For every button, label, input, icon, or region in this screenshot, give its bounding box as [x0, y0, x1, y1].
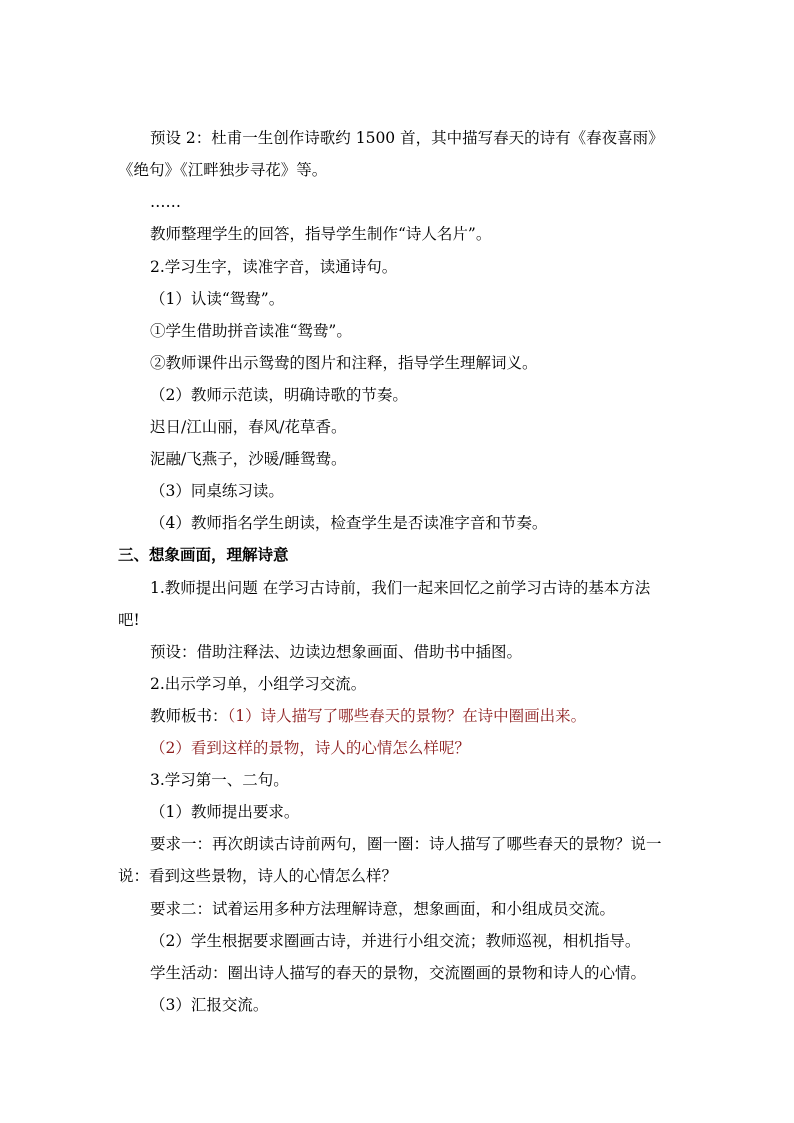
paragraph: 预设 2：杜甫一生创作诗歌约 1500 首，其中描写春天的诗有《春夜喜雨》 [150, 129, 664, 147]
paragraph: 《绝句》《江畔独步寻花》等。 [118, 161, 328, 179]
paragraph: （1）教师提出要求。 [150, 803, 300, 821]
paragraph: 吧! [118, 611, 140, 629]
board-question: （1）诗人描写了哪些春天的景物？在诗中圈画出来。 [227, 707, 587, 725]
paragraph: 预设：借助注释法、边读边想象画面、借助书中插图。 [150, 643, 523, 661]
board-question: （2）看到这样的景物，诗人的心情怎么样呢？ [150, 739, 470, 757]
paragraph: 学生活动：圈出诗人描写的春天的景物，交流圈画的景物和诗人的心情。 [150, 964, 647, 982]
paragraph: （2）教师示范读，明确诗歌的节奏。 [150, 386, 408, 404]
paragraph: 3.学习第一、二句。 [150, 771, 289, 789]
paragraph: ②教师课件出示鸳鸯的图片和注释，指导学生理解词义。 [150, 354, 538, 372]
paragraph: 教师整理学生的回答，指导学生制作“诗人名片”。 [150, 225, 492, 243]
poem-line: 迟日/江山丽，春风/花草香。 [150, 418, 347, 436]
paragraph: 要求二：试着运用多种方法理解诗意，想象画面，和小组成员交流。 [150, 900, 616, 918]
board-label: 教师板书： [150, 707, 228, 725]
paragraph: …… [150, 193, 181, 211]
paragraph: （3）汇报交流。 [150, 996, 269, 1014]
poem-line: 泥融/飞燕子，沙暖/睡鸳鸯。 [150, 450, 347, 468]
paragraph: （3）同桌练习读。 [150, 482, 284, 500]
paragraph: 1.教师提出问题 在学习古诗前，我们一起来回忆之前学习古诗的基本方法 [150, 579, 651, 597]
paragraph: 要求一：再次朗读古诗前两句，圈一圈：诗人描写了哪些春天的景物？说一 [150, 835, 662, 853]
paragraph: 2.出示学习单，小组学习交流。 [150, 675, 367, 693]
paragraph: ①学生借助拼音读准“鸳鸯”。 [150, 322, 352, 340]
paragraph [150, 706, 794, 726]
paragraph: （1）认读“鸳鸯”。 [150, 290, 285, 308]
paragraph: 2.学习生字，读准字音，读通诗句。 [150, 258, 398, 276]
paragraph: 说：看到这些景物，诗人的心情怎么样？ [118, 867, 398, 885]
paragraph: （4）教师指名学生朗读，检查学生是否读准字音和节奏。 [150, 514, 548, 532]
section-heading: 三、想象画面，理解诗意 [118, 546, 289, 564]
paragraph: （2）学生根据要求圈画古诗，并进行小组交流；教师巡视，相机指导。 [150, 932, 641, 950]
